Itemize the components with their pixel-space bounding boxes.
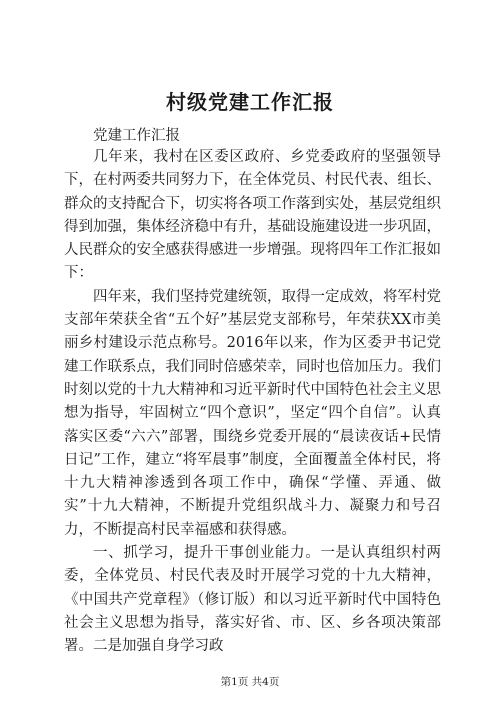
document-title: 村级党建工作汇报 <box>166 90 334 114</box>
document-body <box>64 146 441 659</box>
document-subtitle: 党建工作汇报 <box>93 128 180 144</box>
paragraph-intro: 几年来，我村在区委区政府、乡党委政府的坚强领导下，在村两委共同努力下，在全体党员、村民代表、组长、群众的支持配合下，切实将各项工作落到实处，基层党组织得到加强，集体经济稳中有升，基础设施建设进一步巩固，人民群众的安全感获得感进一步增强。现将四年工作汇报如下： <box>64 149 441 282</box>
paragraph-party-building: 四年来，我们坚持党建统领，取得一定成效，将军村党支部年荣获全省“五个好”基层党支部称号，年荣获XX市美丽乡村建设示范点称号。2016年以来，作为区委尹书记党建工作联系点，我们同时倍感荣幸，同时也倍加压力。我们时刻以党的十九大精神和习近平新时代中国特色社会主义思想为指导，牢固树立“四个意识”，坚定“四个自信”。认真落实区委“六六”部署，围绕乡党委开展的“晨读夜话+民情日记”工作，建立“将军晨事”制度，全面覆盖全体村民，将十九大精神渗透到各项工作中，确保“学懂、弄通、做实”十九大精神，不断提升党组织战斗力、凝聚力和号召力，不断提高村民幸福感和获得感。 <box>64 288 441 538</box>
paragraph-study: 一、抓学习，提升干事创业能力。一是认真组织村两委，全体党员、村民代表及时开展学习党的十九大精神，《中国共产党章程》（修订版）和以习近平新时代中国特色社会主义思想为指导，落实好省、市、区、乡各项决策部署。二是加强自身学习政 <box>64 545 441 655</box>
page-number-footer: 第1页 共4页 <box>220 676 280 688</box>
